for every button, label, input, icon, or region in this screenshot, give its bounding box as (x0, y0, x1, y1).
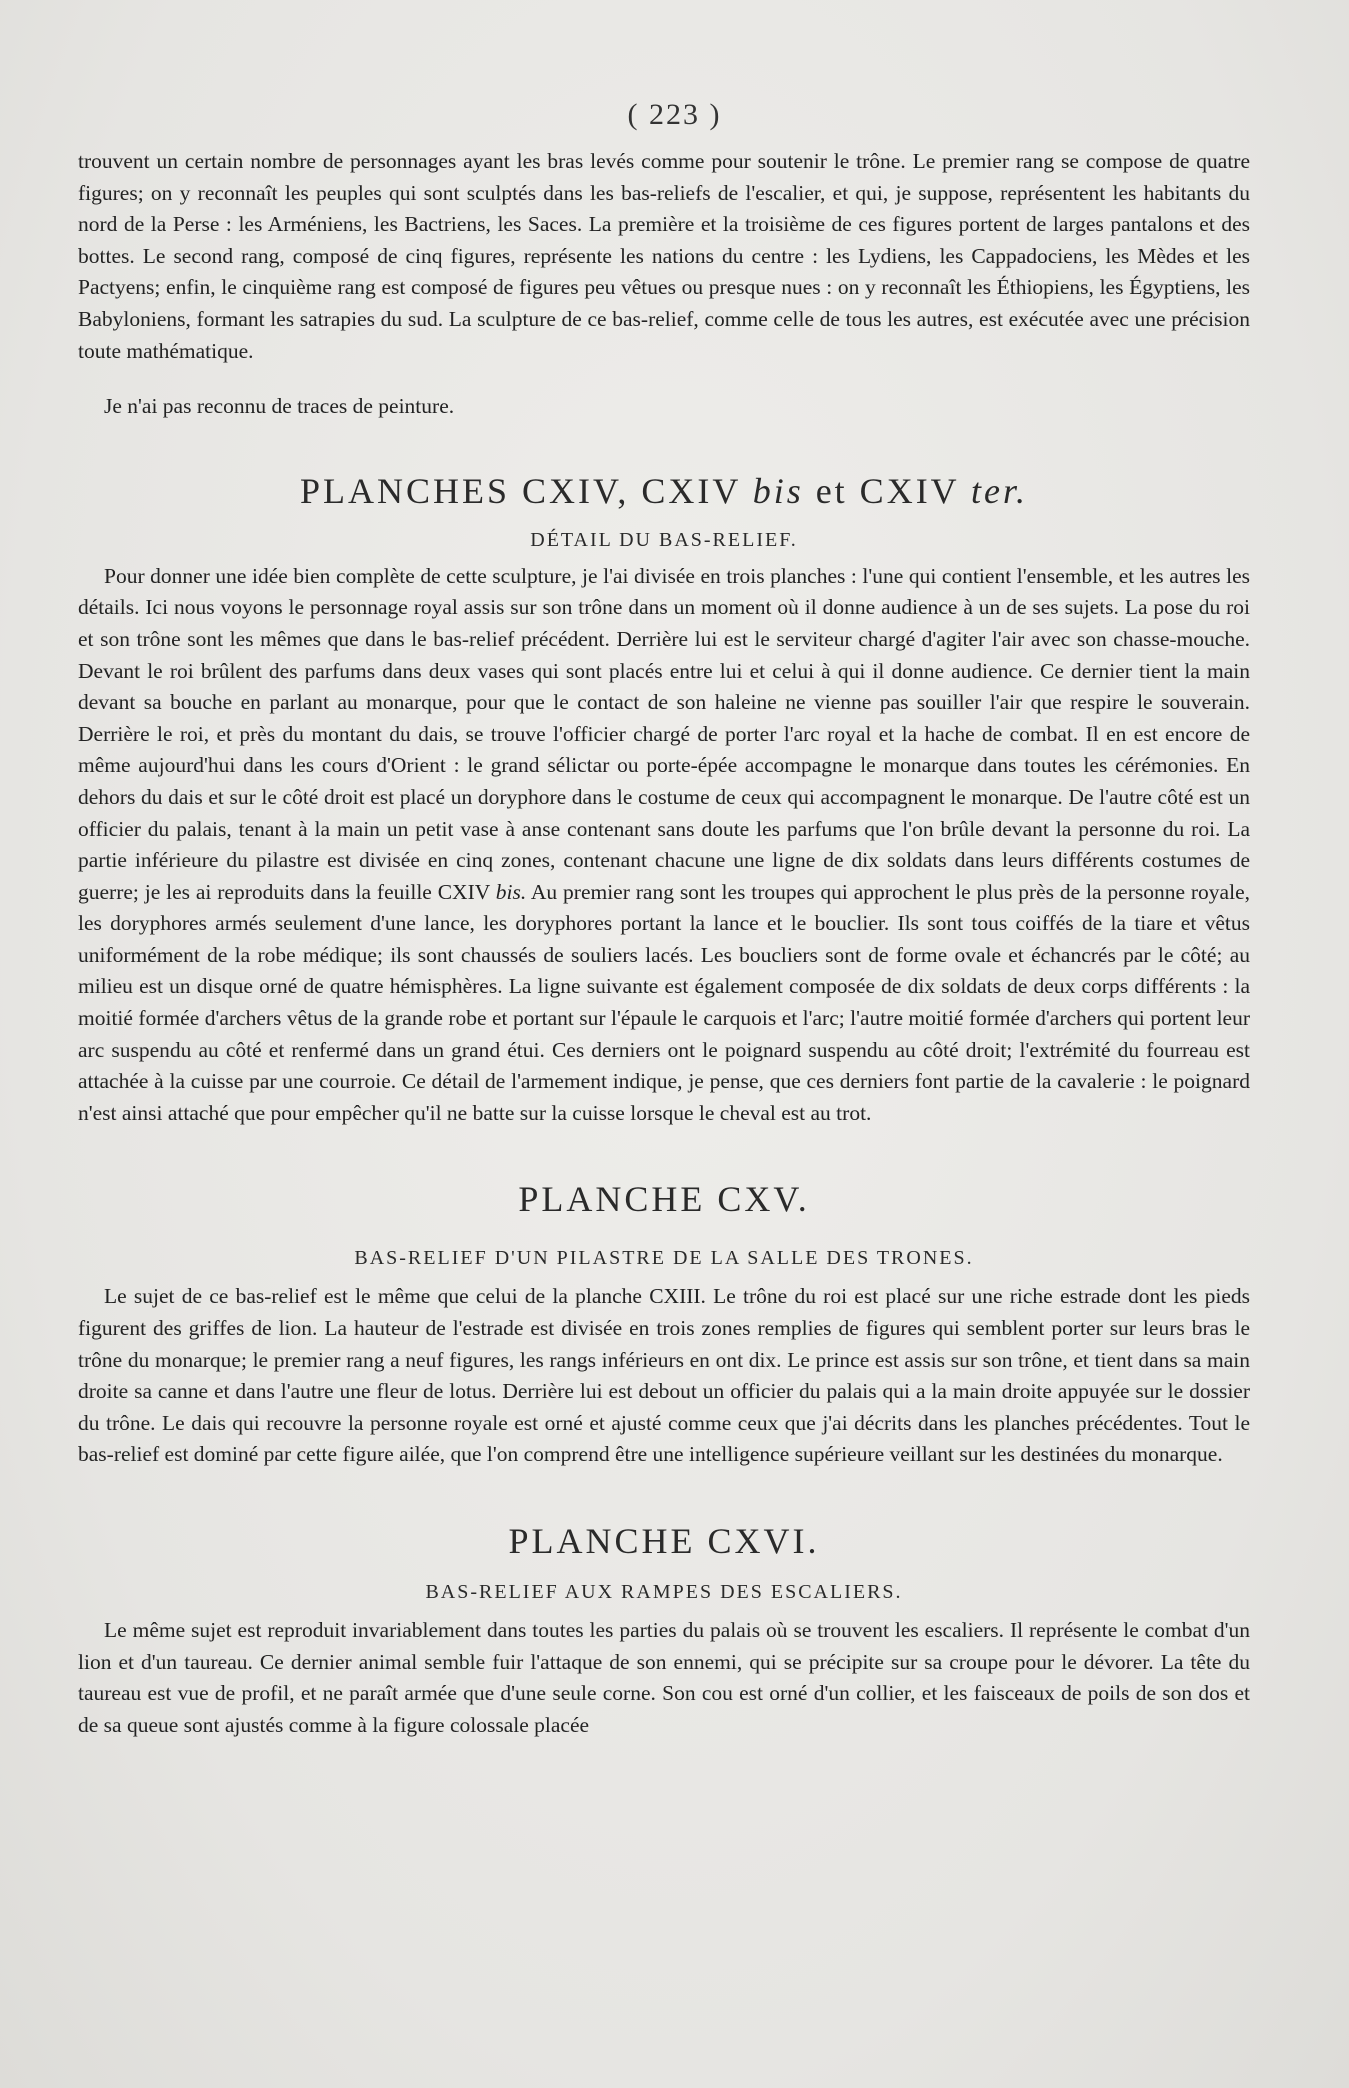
text-part: Pour donner une idée bien complète de cette sculpture, je l'ai divisée en trois planches : l'une qui contient l'ensemble, et les autres les détails. Ici nous voyons le personnage royal assis sur son trône dans un moment où il donne audience à un de ses sujets. La pose du roi et son trône sont les mêmes que dans le bas-relief précédent. Derrière lui est le serviteur chargé d'agiter l'air avec son chasse-mouche. Devant le roi brûlent des parfums dans deux vases qui sont placés entre lui et celui à qui il donne audience. Ce dernier tient la main devant sa bouche en parlant au monarque, pour que le contact de son haleine ne vienne pas souiller l'air que respire le souverain. Derrière le roi, et près du montant du dais, se trouve l'officier chargé de porter l'arc royal et la hache de combat. Il en est encore de même aujourd'hui dans les cours d'Orient : le grand sélictar ou porte-épée accompagne le monarque dans toutes les cérémonies. En dehors du dais et sur le côté droit est placé un doryphore dans le costume de ceux qui accompagnent le monarque. De l'autre côté est un officier du palais, tenant à la main un petit vase à anse contenant sans doute les parfums que l'on brûle devant la personne du roi. La partie inférieure du pilastre est divisée en cinq zones, contenant chacune une ligne de dix soldats dans leurs différents costumes de guerre; je les ai reproduits dans la feuille CXIV (78, 563, 1250, 904)
section-title-part: PLANCHES CXIV, CXIV (299, 470, 753, 511)
section-text-planche-cxvi: Le même sujet est reproduit invariablement dans toutes les parties du palais où se trouvent les escaliers. Il représente le combat d'un lion et d'un taureau. Ce dernier animal semble fuir l'attaque de son ennemi, qui se précipite sur sa croupe pour le dévorer. La tête du taureau est vue de profil, et ne paraît armée que d'une seule corne. Son cou est orné d'un collier, et les faisceaux de poils de son dos et de sa queue sont ajustés comme à la figure colossale placée (78, 1618, 1250, 1737)
section-text-planches-cxiv (78, 561, 1250, 1130)
section-title-planche-cxv: PLANCHE CXV. (518, 1179, 810, 1220)
section-title-planches-cxiv (78, 469, 1250, 513)
section-text-planche-cxv: Le sujet de ce bas-relief est le même que celui de la planche CXIII. Le trône du roi est placé sur une riche estrade dont les pieds figurent des griffes de lion. La hauteur de l'estrade est divisée en trois zones remplies de figures qui semblent porter sur leurs bras le trône du monarque; le premier rang a neuf figures, les rangs inférieurs en ont dix. Le prince est assis sur son trône, et tient dans sa main droite sa canne et dans l'autre une fleur de lotus. Derrière lui est debout un officier du palais qui a la main droite appuyée sur le dossier du trône. Le dais qui recouvre la personne royale est orné et ajusté comme ceux que j'ai décrits dans les planches précédentes. Tout le bas-relief est dominé par cette figure ailée, que l'on comprend être une intelligence supérieure veillant sur les destinées du monarque. (78, 1284, 1250, 1467)
page-number: ( 223 ) (627, 98, 722, 131)
page-body (78, 146, 1250, 1741)
section-title-part: et CXIV (803, 470, 972, 511)
section-title-planche-cxvi: PLANCHE CXVI. (508, 1521, 820, 1561)
section-subtitle-rampes: BAS-RELIEF AUX RAMPES DES ESCALIERS. (425, 1581, 903, 1603)
section-title-bis: bis (752, 470, 804, 511)
text-part: Au premier rang sont les troupes qui approchent le plus près de la personne royale, les doryphores armés seulement d'une lance, les doryphores portant la lance et le bouclier. Ils sont tous coiffés de la tiare et vêtus uniformément de la robe médique; ils sont chaussés de souliers lacés. Les boucliers sont de forme ovale et échancrés par le côté; au milieu est un disque orné de quatre hémisphères. La ligne suivante est également composée de dix soldats de deux corps différents : la moitié formée d'archers vêtus de la grande robe et portant sur l'épaule le carquois et l'arc; l'autre moitié formée d'archers qui portent leur arc suspendu au côté et renfermé dans un grand étui. Ces derniers ont le poignard suspendu au côté droit; l'extrémité du fourreau est attachée à la cuisse par une courroie. Ce détail de l'armement indique, je pense, que ces derniers font partie de la cavalerie : le poignard n'est ainsi attaché que pour empêcher qu'il ne batte sur la cuisse lorsque le cheval est au trot. (78, 879, 1250, 1125)
section-title-ter: ter. (971, 470, 1029, 511)
intro-paragraph: trouvent un certain nombre de personnages ayant les bras levés comme pour soutenir le trône. Le premier rang se compose de quatre figures; on y reconnaît les peuples qui sont sculptés dans les bas-reliefs de l'escalier, et qui, je suppose, représentent les habitants du nord de la Perse : les Arméniens, les Bactriens, les Saces. La première et la troisième de ces figures portent de larges pantalons et des bottes. Le second rang, composé de cinq figures, représente les nations du centre : les Lydiens, les Cappadociens, les Mèdes et les Pactyens; enfin, le cinquième rang est composé de figures peu vêtues ou presque nues : on y reconnaît les Éthiopiens, les Égyptiens, les Babyloniens, formant les satrapies du sud. La sculpture de ce bas-relief, comme celle de tous les autres, est exécutée avec une précision toute mathématique. (78, 149, 1250, 363)
text-bis: bis. (495, 879, 527, 904)
intro-note: Je n'ai pas reconnu de traces de peinture. (104, 394, 455, 419)
section-subtitle-pilastre: BAS-RELIEF D'UN PILASTRE DE LA SALLE DES TRONES. (354, 1247, 974, 1270)
section-subtitle-detail: DÉTAIL DU BAS-RELIEF. (530, 528, 798, 551)
